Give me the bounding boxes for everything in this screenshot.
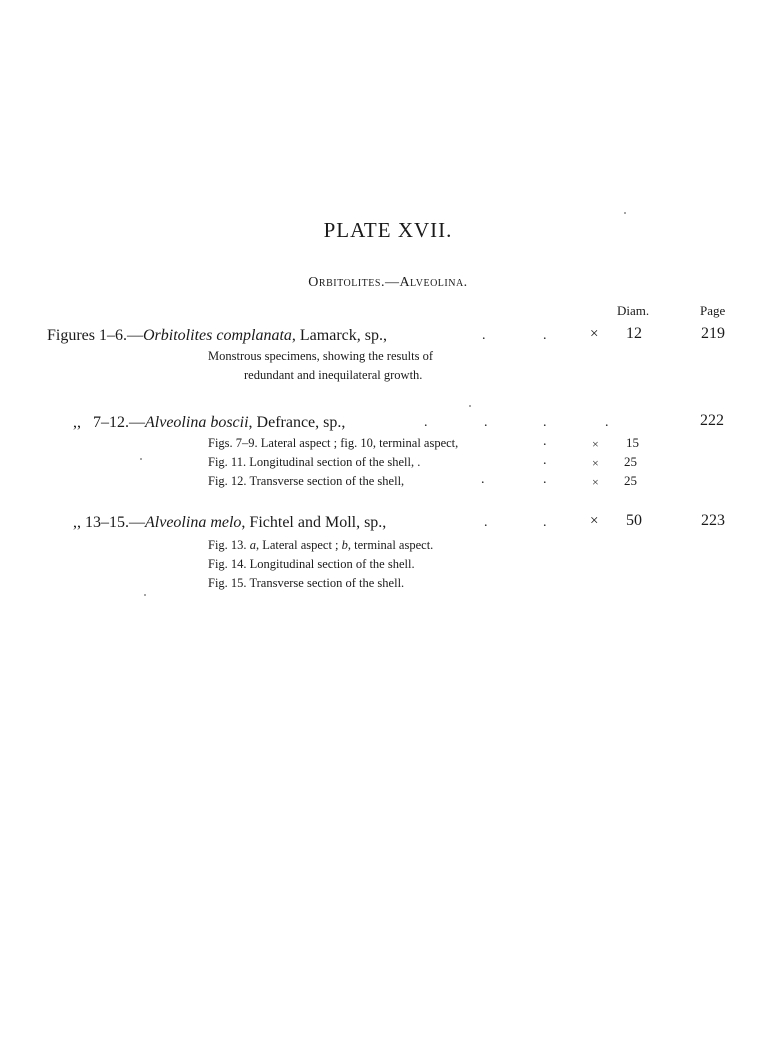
- entry-heading: [47, 327, 387, 345]
- figure-caption: Fig. 13. a, Lateral aspect ; b, terminal aspect.: [208, 538, 434, 552]
- magnification-sign: ×: [590, 513, 599, 529]
- magnification-sign: ×: [592, 456, 599, 470]
- leader-dot: .: [424, 415, 428, 430]
- leader-dot: .: [482, 328, 486, 343]
- page-column-header: Page: [700, 303, 726, 318]
- figure-caption: Fig. 11. Longitudinal section of the shell, .: [208, 455, 421, 469]
- magnification-sign: ×: [592, 437, 599, 451]
- print-speck: [624, 212, 626, 214]
- figure-caption: Fig. 12. Transverse section of the shell,: [208, 474, 405, 488]
- species-name: Alveolina boscii: [145, 414, 249, 431]
- leader-dot: .: [484, 515, 488, 530]
- page-value: 223: [701, 512, 725, 529]
- species-name: Orbitolites complanata: [143, 327, 292, 344]
- leader-dot: .: [543, 453, 547, 468]
- diam-value: 25: [624, 473, 637, 488]
- species-authority: , Defrance, sp.,: [248, 414, 346, 431]
- leader-dot: .: [605, 415, 609, 430]
- figure-caption: Fig. 15. Transverse section of the shell.: [208, 576, 405, 590]
- print-speck: [140, 458, 142, 460]
- species-authority: , Fichtel and Moll, sp.,: [241, 514, 387, 531]
- diam-column-header: Diam.: [617, 303, 650, 318]
- magnification-sign: ×: [592, 475, 599, 489]
- page-value: 222: [700, 412, 724, 429]
- leader-dot: .: [543, 515, 547, 530]
- figure-caption: Figs. 7–9. Lateral aspect ; fig. 10, terminal aspect,: [208, 436, 459, 450]
- entry-heading: [73, 514, 386, 532]
- print-speck: [469, 405, 471, 407]
- leader-dot: .: [481, 472, 485, 487]
- entry-prefix: ,, 7–12.—: [73, 414, 145, 431]
- species-name: Alveolina melo: [145, 514, 242, 531]
- leader-dot: .: [543, 472, 547, 487]
- magnification-sign: ×: [590, 326, 599, 342]
- page-value: 219: [701, 325, 725, 342]
- print-speck: [144, 594, 146, 596]
- figure-caption: redundant and inequilateral growth.: [244, 368, 423, 382]
- entry-prefix: Figures 1–6.—: [47, 327, 143, 344]
- plate-title: PLATE XVII.: [323, 218, 453, 242]
- figure-caption: Fig. 14. Longitudinal section of the shell.: [208, 557, 415, 571]
- species-authority: , Lamarck, sp.,: [291, 327, 387, 344]
- leader-dot: .: [484, 415, 488, 430]
- leader-dot: .: [543, 434, 547, 449]
- leader-dot: .: [543, 415, 547, 430]
- entry-prefix: ,, 13–15.—: [73, 514, 145, 531]
- diam-value: 12: [626, 325, 642, 342]
- diam-value: 15: [626, 435, 639, 450]
- figure-caption: Monstrous specimens, showing the results of: [208, 349, 433, 363]
- entry-heading: [73, 414, 345, 432]
- leader-dot: .: [543, 328, 547, 343]
- diam-value: 25: [624, 454, 637, 469]
- plate-subtitle: Orbitolites.—Alveolina.: [308, 275, 468, 290]
- diam-value: 50: [626, 512, 642, 529]
